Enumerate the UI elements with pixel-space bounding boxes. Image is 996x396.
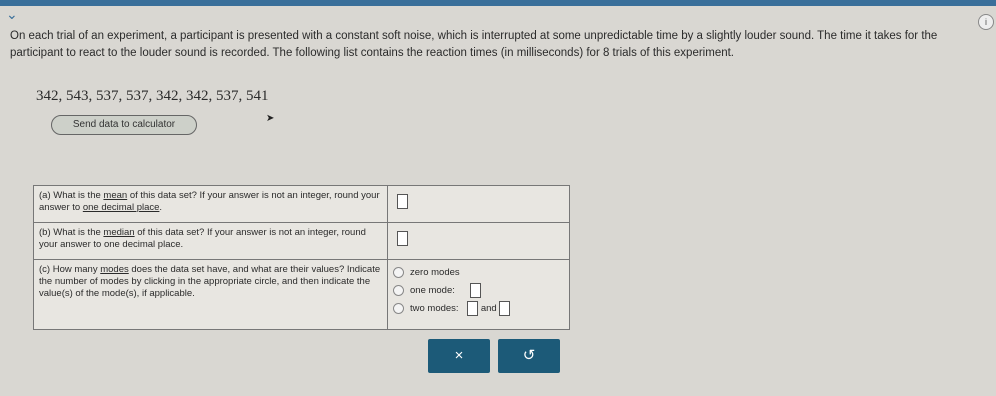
mouse-cursor-icon: ➤ [266,113,275,124]
median-link[interactable]: median [103,226,135,238]
action-buttons [428,339,568,373]
help-icon[interactable]: i [978,14,994,30]
answer-c-cell [388,259,570,329]
top-bar [0,0,996,6]
decimal-link[interactable]: one decimal place [82,202,160,213]
one-mode-input[interactable] [470,283,481,298]
undo-button[interactable]: ↺ [498,339,560,373]
data-values: 342, 543, 537, 537, 342, 342, 537, 541 [36,88,269,104]
mean-link[interactable]: mean [103,190,128,201]
one-mode-radio[interactable] [393,285,404,296]
problem-statement: On each trial of an experiment, a participant is presented with a constant soft noise, which is interrupted at some unpredictable time by a slightly louder sound. The time it takes for the participant to react to the louder sound is recorded. The following list contains the reaction times (in milliseconds) for 8 trials of this experiment. [10,30,938,59]
clear-button[interactable]: × [428,339,490,373]
median-answer-input[interactable] [397,231,408,246]
two-modes-radio[interactable] [393,303,404,314]
two-modes-option[interactable]: two modes: and [393,300,564,318]
answer-b-cell [388,222,570,259]
two-modes-input-2[interactable] [499,301,510,316]
send-data-button[interactable]: Send data to calculator [51,115,197,135]
one-mode-option[interactable]: one mode: [393,282,564,300]
question-b: (b) What is the median of this data set? If your answer is not an integer, round your answer to one decimal place. [34,222,388,259]
chevron-down-icon[interactable]: ⌄ [6,6,18,22]
question-a: (a) What is the mean of this data set? If your answer is not an integer, round your answer to one decimal place. [34,186,388,223]
question-table [33,185,570,330]
zero-modes-radio[interactable] [393,267,404,278]
two-modes-input-1[interactable] [467,301,478,316]
question-c: (c) How many modes does the data set have, and what are their values? Indicate the number of modes by clicking in the appropriate circle, and then indicate the value(s) of the mode(s), if applicable. [34,259,388,329]
zero-modes-option[interactable]: zero modes [393,264,564,282]
answer-a-cell [388,186,570,223]
mean-answer-input[interactable] [397,194,408,209]
modes-link[interactable]: modes [100,263,129,275]
